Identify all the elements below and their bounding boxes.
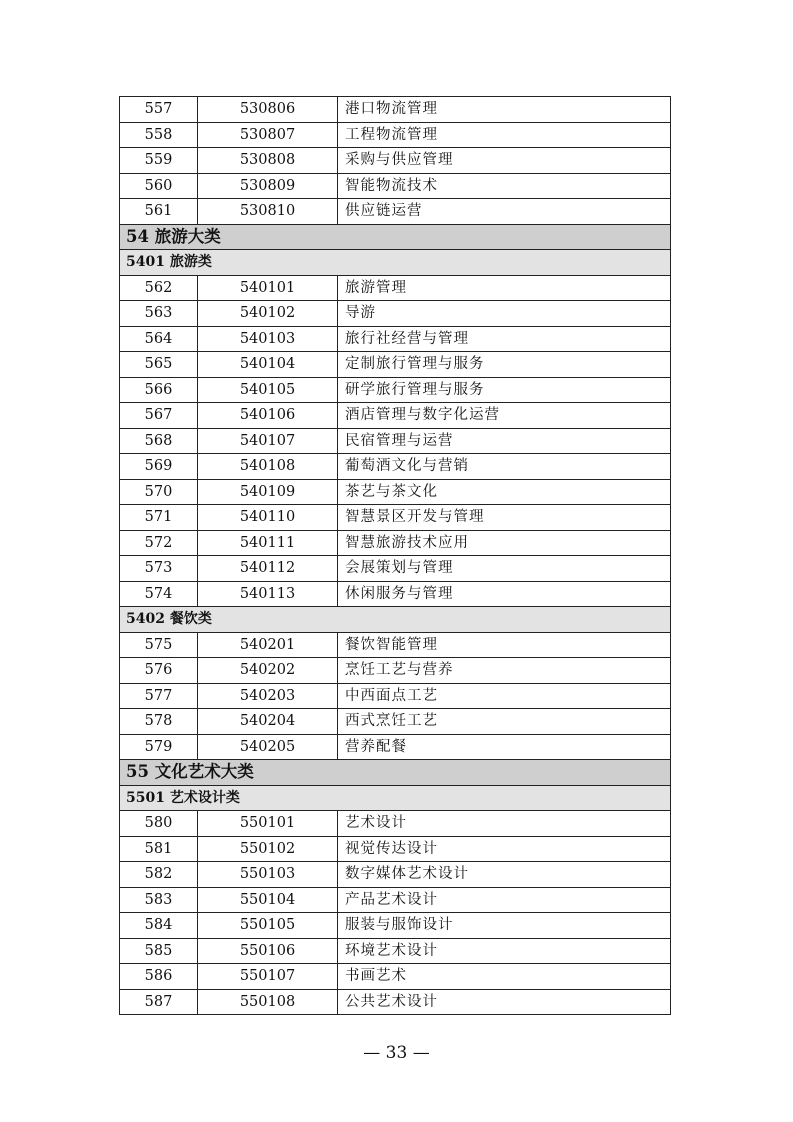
row-number: 571 <box>120 505 198 531</box>
row-number: 582 <box>120 862 198 888</box>
program-code: 540111 <box>198 530 338 556</box>
sub-category-row <box>120 785 671 811</box>
table-row <box>120 658 671 684</box>
table-body <box>120 97 671 1015</box>
program-name: 研学旅行管理与服务 <box>338 377 671 403</box>
program-name: 艺术设计 <box>338 811 671 837</box>
program-name: 服装与服饰设计 <box>338 913 671 939</box>
row-number: 585 <box>120 938 198 964</box>
table-row <box>120 199 671 225</box>
program-code: 540105 <box>198 377 338 403</box>
program-code: 540201 <box>198 632 338 658</box>
row-number: 580 <box>120 811 198 837</box>
row-number: 573 <box>120 556 198 582</box>
program-code: 540203 <box>198 683 338 709</box>
program-name: 酒店管理与数字化运营 <box>338 403 671 429</box>
program-name: 营养配餐 <box>338 734 671 760</box>
row-number: 558 <box>120 122 198 148</box>
table-row <box>120 454 671 480</box>
program-code: 550101 <box>198 811 338 837</box>
row-number: 565 <box>120 352 198 378</box>
program-name: 环境艺术设计 <box>338 938 671 964</box>
program-code: 540106 <box>198 403 338 429</box>
sub-category-row <box>120 607 671 633</box>
table-row <box>120 173 671 199</box>
row-number: 563 <box>120 301 198 327</box>
table-row <box>120 581 671 607</box>
table-row <box>120 913 671 939</box>
table-row <box>120 97 671 123</box>
row-number: 579 <box>120 734 198 760</box>
table-row <box>120 734 671 760</box>
program-code: 550102 <box>198 836 338 862</box>
program-code: 540204 <box>198 709 338 735</box>
row-number: 568 <box>120 428 198 454</box>
table-row <box>120 811 671 837</box>
program-name: 定制旅行管理与服务 <box>338 352 671 378</box>
row-number: 561 <box>120 199 198 225</box>
program-name: 旅行社经营与管理 <box>338 326 671 352</box>
program-name: 书画艺术 <box>338 964 671 990</box>
row-number: 567 <box>120 403 198 429</box>
table-row <box>120 964 671 990</box>
page-number: — 33 — <box>363 1043 430 1063</box>
program-code: 540101 <box>198 275 338 301</box>
row-number: 576 <box>120 658 198 684</box>
program-code: 540202 <box>198 658 338 684</box>
program-name: 中西面点工艺 <box>338 683 671 709</box>
program-name: 西式烹饪工艺 <box>338 709 671 735</box>
program-name: 导游 <box>338 301 671 327</box>
program-name: 茶艺与茶文化 <box>338 479 671 505</box>
program-name: 民宿管理与运营 <box>338 428 671 454</box>
sub-category-label: 5401 旅游类 <box>120 250 671 276</box>
row-number: 566 <box>120 377 198 403</box>
program-name: 会展策划与管理 <box>338 556 671 582</box>
program-code: 540110 <box>198 505 338 531</box>
program-name: 休闲服务与管理 <box>338 581 671 607</box>
row-number: 572 <box>120 530 198 556</box>
program-code: 540104 <box>198 352 338 378</box>
program-name: 供应链运营 <box>338 199 671 225</box>
sub-category-row <box>120 250 671 276</box>
table-row <box>120 938 671 964</box>
table-row <box>120 326 671 352</box>
program-name: 餐饮智能管理 <box>338 632 671 658</box>
program-code: 530810 <box>198 199 338 225</box>
row-number: 586 <box>120 964 198 990</box>
program-name: 视觉传达设计 <box>338 836 671 862</box>
program-name: 智能物流技术 <box>338 173 671 199</box>
table-row <box>120 479 671 505</box>
table-row <box>120 148 671 174</box>
program-code: 530809 <box>198 173 338 199</box>
sub-category-label: 5501 艺术设计类 <box>120 785 671 811</box>
program-name: 烹饪工艺与营养 <box>338 658 671 684</box>
table-row <box>120 377 671 403</box>
table-row <box>120 632 671 658</box>
program-code: 540108 <box>198 454 338 480</box>
program-code: 540113 <box>198 581 338 607</box>
program-name: 旅游管理 <box>338 275 671 301</box>
program-code: 540107 <box>198 428 338 454</box>
row-number: 564 <box>120 326 198 352</box>
program-code: 550105 <box>198 913 338 939</box>
table-row <box>120 403 671 429</box>
table-row <box>120 352 671 378</box>
program-code: 530808 <box>198 148 338 174</box>
program-name: 公共艺术设计 <box>338 989 671 1015</box>
program-code: 550103 <box>198 862 338 888</box>
program-code: 550108 <box>198 989 338 1015</box>
table-row <box>120 556 671 582</box>
program-name: 采购与供应管理 <box>338 148 671 174</box>
table-row <box>120 301 671 327</box>
program-code: 550107 <box>198 964 338 990</box>
program-code: 540205 <box>198 734 338 760</box>
program-code: 540112 <box>198 556 338 582</box>
major-category-row <box>120 224 671 250</box>
program-code: 550104 <box>198 887 338 913</box>
table-row <box>120 989 671 1015</box>
row-number: 581 <box>120 836 198 862</box>
table-row <box>120 683 671 709</box>
program-name: 葡萄酒文化与营销 <box>338 454 671 480</box>
program-name: 数字媒体艺术设计 <box>338 862 671 888</box>
program-code: 540109 <box>198 479 338 505</box>
row-number: 583 <box>120 887 198 913</box>
program-code: 540102 <box>198 301 338 327</box>
program-catalog-table <box>119 96 671 1015</box>
table-row <box>120 709 671 735</box>
program-code: 550106 <box>198 938 338 964</box>
major-category-row <box>120 760 671 786</box>
table-row <box>120 428 671 454</box>
table-row <box>120 862 671 888</box>
program-name: 智慧景区开发与管理 <box>338 505 671 531</box>
row-number: 569 <box>120 454 198 480</box>
row-number: 578 <box>120 709 198 735</box>
major-category-label: 54 旅游大类 <box>120 224 671 250</box>
table-row <box>120 122 671 148</box>
row-number: 575 <box>120 632 198 658</box>
program-name: 港口物流管理 <box>338 97 671 123</box>
row-number: 560 <box>120 173 198 199</box>
table-row <box>120 505 671 531</box>
row-number: 559 <box>120 148 198 174</box>
row-number: 587 <box>120 989 198 1015</box>
row-number: 557 <box>120 97 198 123</box>
row-number: 584 <box>120 913 198 939</box>
major-category-label: 55 文化艺术大类 <box>120 760 671 786</box>
table-row <box>120 887 671 913</box>
program-name: 产品艺术设计 <box>338 887 671 913</box>
table-row <box>120 530 671 556</box>
row-number: 574 <box>120 581 198 607</box>
program-code: 540103 <box>198 326 338 352</box>
table-row <box>120 836 671 862</box>
program-code: 530806 <box>198 97 338 123</box>
row-number: 562 <box>120 275 198 301</box>
row-number: 570 <box>120 479 198 505</box>
sub-category-label: 5402 餐饮类 <box>120 607 671 633</box>
program-code: 530807 <box>198 122 338 148</box>
program-name: 工程物流管理 <box>338 122 671 148</box>
table-row <box>120 275 671 301</box>
program-name: 智慧旅游技术应用 <box>338 530 671 556</box>
row-number: 577 <box>120 683 198 709</box>
